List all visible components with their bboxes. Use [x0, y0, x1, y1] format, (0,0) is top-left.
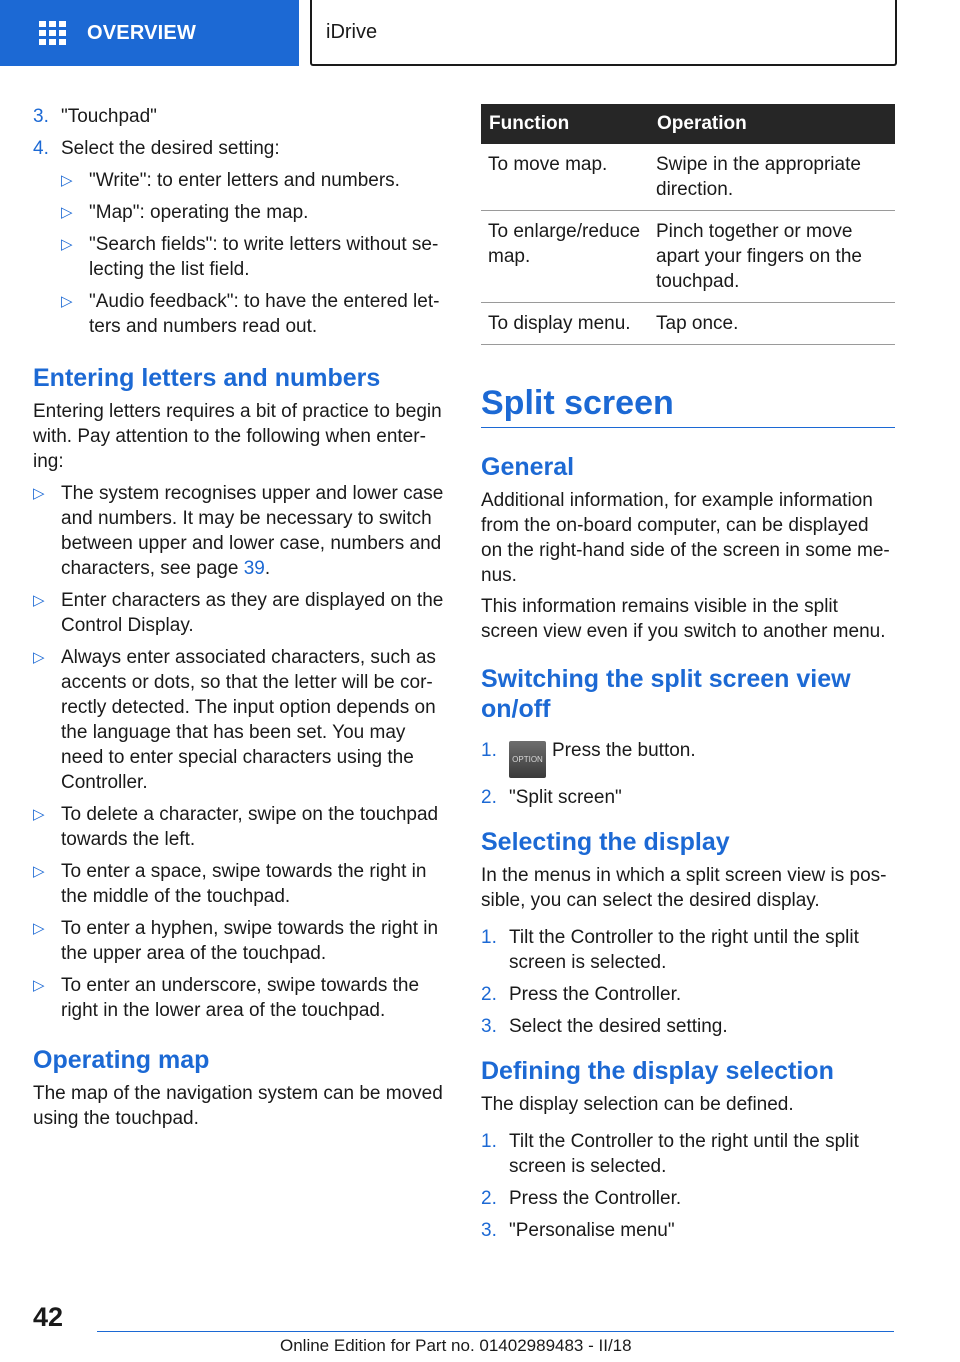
option-button-icon: OPTION: [509, 741, 546, 778]
triangle-bullet-icon: ▷: [33, 863, 45, 880]
footer-edition: Online Edition for Part no. 01402989483 - II/18: [280, 1336, 632, 1355]
table-row: To move map. Swipe in the appropriate direction.: [481, 144, 895, 211]
triangle-bullet-icon: ▷: [61, 204, 73, 221]
list-item: ▷ To enter an underscore, swipe towards the right in the lower area of the touchpad.: [33, 975, 420, 1021]
general-heading: General: [481, 453, 575, 481]
triangle-bullet-icon: ▷: [33, 977, 45, 994]
triangle-bullet-icon: ▷: [33, 592, 45, 609]
selecting-steps: [481, 925, 895, 1039]
triangle-bullet-icon: ▷: [33, 485, 45, 502]
list-item: 1. Tilt the Controller to the right until the split screen is selected.: [481, 1131, 859, 1177]
entering-intro: Entering letters requires a bit of practice to begin with. Pay attention to the following when enter-ing:: [33, 401, 442, 472]
list-item: ▷ "Audio feedback": to have the entered let-ters and numbers read out.: [61, 291, 440, 337]
defining-heading: Defining the display selection: [481, 1057, 834, 1085]
list-item: ▷ Always enter associated characters, such as accents or dots, so that the letter will be cor-rectly detected. The input option depends on the language that has been set. You may need to enter special characters using the Controller.: [33, 647, 436, 793]
general-p1: Additional information, for example information from the on-board computer, can be displayed on the right-hand side of the screen in some me-nus.: [481, 490, 890, 586]
list-item: ▷ The system recognises upper and lower case and numbers. It may be necessary to switch between upper and lower case, numbers and characters, see page 39.: [33, 483, 444, 579]
right-column: [481, 104, 895, 1250]
overview-tab-label: OVERVIEW: [87, 21, 197, 44]
selecting-heading: Selecting the display: [481, 828, 730, 856]
table-header-operation: Operation: [649, 104, 895, 144]
list-item: ▷ "Search fields": to write letters without se-lecting the list field.: [61, 234, 439, 280]
triangle-bullet-icon: ▷: [61, 172, 73, 189]
operating-map-text: The map of the navigation system can be moved using the touchpad.: [33, 1083, 443, 1129]
list-item: 2. "Split screen": [481, 787, 622, 808]
table-header-function: Function: [481, 104, 649, 144]
defining-intro: The display selection can be defined.: [481, 1094, 794, 1115]
list-item: 3. Select the desired setting.: [481, 1016, 728, 1037]
table-row: To display menu. Tap once.: [481, 303, 895, 345]
defining-steps: [481, 1129, 895, 1243]
overview-tab[interactable]: [0, 0, 299, 66]
list-item: 1. OPTION Press the button.: [481, 738, 895, 778]
table-row: To enlarge/reduce map. Pinch together or move apart your fingers on the touchpad.: [481, 211, 895, 303]
operating-map-heading: Operating map: [33, 1046, 210, 1074]
triangle-bullet-icon: ▷: [61, 293, 73, 310]
page-number: 42: [33, 1302, 64, 1332]
list-item: ▷ To delete a character, swipe on the touchpad towards the left.: [33, 804, 439, 850]
section-title-box: [310, 0, 897, 66]
list-item: ▷ To enter a hyphen, swipe towards the right in the upper area of the touchpad.: [33, 918, 439, 964]
list-item: 2. Press the Controller.: [481, 984, 682, 1005]
page-link[interactable]: 39: [243, 558, 265, 579]
grid-menu-icon: [39, 21, 66, 45]
section-title: iDrive: [326, 20, 378, 43]
selecting-intro: In the menus in which a split screen view is pos-sible, you can select the desired display.: [481, 865, 887, 911]
list-item: 3. "Touchpad": [33, 106, 157, 127]
left-column: [33, 104, 447, 1131]
list-item: 1. Tilt the Controller to the right until the split screen is selected.: [481, 927, 859, 973]
footer-divider: [97, 1331, 894, 1332]
list-item: ▷ To enter a space, swipe towards the right in the middle of the touchpad.: [33, 861, 427, 907]
list-item: 3. "Personalise menu": [481, 1220, 675, 1241]
general-p2: This information remains visible in the split screen view even if you switch to another menu.: [481, 596, 886, 642]
triangle-bullet-icon: ▷: [33, 920, 45, 937]
touchpad-steps: [33, 104, 447, 339]
switching-heading: Switching the split screen view on/off: [481, 665, 851, 723]
list-item: ▷ "Write": to enter letters and numbers.: [61, 170, 400, 191]
list-item: 4. Select the desired setting: ▷ "Write": to enter letters and numbers. ▷ "Map": operating the map. ▷ "Search fields": to write letters without se-lecting the list field. ▷ "Audio feedback": to have the entered let-ters and numbers read out.: [33, 136, 447, 339]
triangle-bullet-icon: ▷: [33, 806, 45, 823]
entering-bullets: [33, 481, 447, 1023]
triangle-bullet-icon: ▷: [33, 649, 45, 666]
map-operations-table: [481, 104, 895, 345]
triangle-bullet-icon: ▷: [61, 236, 73, 253]
list-item: ▷ "Map": operating the map.: [61, 202, 309, 223]
list-item: 2. Press the Controller.: [481, 1188, 682, 1209]
switching-steps: [481, 738, 895, 810]
split-screen-title: Split screen: [481, 383, 895, 428]
settings-list: [61, 168, 447, 339]
entering-heading: Entering letters and numbers: [33, 364, 381, 392]
list-item: ▷ Enter characters as they are displayed on the Control Display.: [33, 590, 444, 636]
